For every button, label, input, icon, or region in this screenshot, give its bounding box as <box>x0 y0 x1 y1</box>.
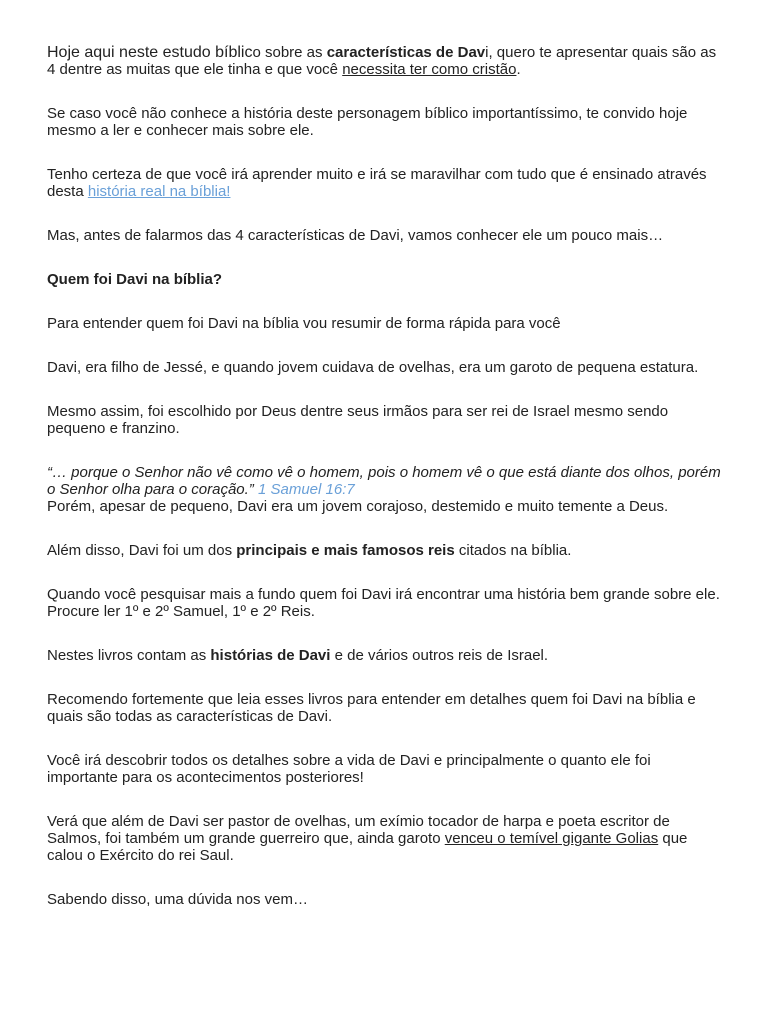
paragraph-books-a: Nestes livros contam as <box>47 647 211 664</box>
intro-underlined: necessita ter como cristão <box>342 61 517 78</box>
paragraph-books <box>47 647 722 664</box>
intro-end: . <box>516 61 521 78</box>
bible-quote-text: “… porque o Senhor não vê como vê o homem, pois o homem vê o que está diante dos olhos, porém o Senhor olha para o coração.” <box>47 464 721 498</box>
intro-lead: Hoje aqui neste estudo bíblic <box>47 44 253 61</box>
golias-link[interactable]: venceu o temível gigante Golias <box>444 830 659 847</box>
bible-quote-block <box>47 464 722 515</box>
intro-text: o sobre as <box>252 44 327 61</box>
paragraph-famous-a: Além disso, Davi foi um dos <box>47 542 237 559</box>
intro-paragraph <box>47 44 722 78</box>
paragraph-recommend: Recomendo fortemente que leia esses livros para entender em detalhes quem foi Davi na bíblia e quais são todas as características de Davi. <box>47 691 696 725</box>
paragraph-before: Mas, antes de falarmos das 4 características de Davi, vamos conhecer ele um pouco mais… <box>47 227 664 244</box>
paragraph-warrior-a: Verá que além de Davi ser pastor de ovelhas, um exímio tocador de harpa e poeta escritor de Salmos, foi também um grande guerreiro que, ainda garoto <box>47 813 670 847</box>
paragraph-books-c: e de vários outros reis de Israel. <box>330 647 549 664</box>
section-heading-text: Quem foi Davi na bíblia? <box>47 271 223 288</box>
paragraph-doubt: Sabendo disso, uma dúvida nos vem… <box>47 891 308 908</box>
intro-text-2: i, quero te apresentar quais são as 4 dentre as muitas que ele tinha e que você <box>47 44 717 78</box>
paragraph-certainty <box>47 166 722 200</box>
paragraph-warrior <box>47 813 722 864</box>
section-heading <box>47 271 722 288</box>
bible-quote-reference[interactable]: 1 Samuel 16:7 <box>257 481 355 498</box>
intro-bold: características de Dav <box>326 44 486 61</box>
paragraph-books-bold: histórias de Davi <box>210 647 331 664</box>
paragraph-famous-c: citados na bíblia. <box>454 542 572 559</box>
paragraph-warrior-c: que calou o Exército do rei Saul. <box>47 830 688 864</box>
paragraph-summary: Para entender quem foi Davi na bíblia vou resumir de forma rápida para você <box>47 315 561 332</box>
paragraph-famous-bold: principais e mais famosos reis <box>236 542 455 559</box>
paragraph-famous <box>47 542 722 559</box>
paragraph-invite: Se caso você não conhece a história deste personagem bíblico importantíssimo, te convido hoje mesmo a ler e conhecer mais sobre ele. <box>47 105 688 139</box>
paragraph-research: Quando você pesquisar mais a fundo quem foi Davi irá encontrar uma história bem grande sobre ele. Procure ler 1º e 2º Samuel, 1º e 2º Reis. <box>47 586 720 620</box>
bible-quote <box>47 464 722 498</box>
historia-real-link[interactable]: história real na bíblia! <box>87 183 231 200</box>
paragraph-courage: Porém, apesar de pequeno, Davi era um jovem corajoso, destemido e muito temente a Deus. <box>47 498 669 515</box>
paragraph-jesse: Davi, era filho de Jessé, e quando jovem cuidava de ovelhas, era um garoto de pequena estatura. <box>47 359 699 376</box>
paragraph-discover: Você irá descobrir todos os detalhes sobre a vida de Davi e principalmente o quanto ele foi importante para os acontecimentos posteriores! <box>47 752 651 786</box>
paragraph-certainty-text: Tenho certeza de que você irá aprender muito e irá se maravilhar com tudo que é ensinado através desta <box>47 166 707 200</box>
paragraph-chosen: Mesmo assim, foi escolhido por Deus dentre seus irmãos para ser rei de Israel mesmo sendo pequeno e franzino. <box>47 403 669 437</box>
